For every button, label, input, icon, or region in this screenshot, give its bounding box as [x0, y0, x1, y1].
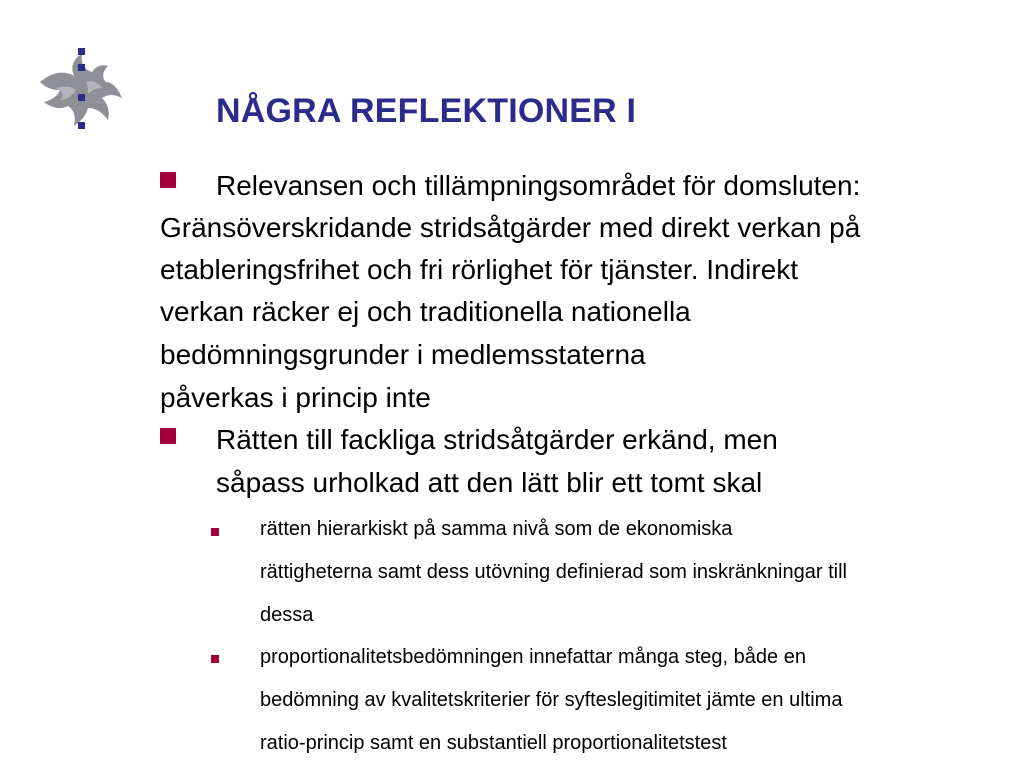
bullet-line: Relevansen och tillämpningsområdet för domsluten:	[216, 170, 861, 201]
slide-title: NÅGRA REFLEKTIONER I	[216, 92, 637, 130]
bullet-line: Gränsöverskridande stridsåtgärder med direkt verkan på	[160, 212, 861, 243]
sub-bullet-square-icon	[211, 655, 219, 663]
bullet-line: etableringsfrihet och fri rörlighet för tjänster. Indirekt	[160, 254, 799, 285]
bullet-line: påverkas i princip inte	[160, 382, 431, 413]
bullet-square-icon	[160, 428, 176, 444]
bullet-square-icon	[160, 172, 176, 188]
bullet-line: verkan räcker ej och traditionella nationella	[160, 296, 691, 327]
sub-bullet-line: bedömning av kvalitetskriterier för syfteslegitimitet jämte en ultima	[260, 689, 843, 711]
sub-bullet-line: rätten hierarkiskt på samma nivå som de ekonomiska	[260, 518, 733, 540]
sub-bullet-line: rättigheterna samt dess utövning definierad som inskränkningar till	[260, 561, 847, 583]
bullet-line: såpass urholkad att den lätt blir ett tomt skal	[216, 467, 763, 498]
sub-bullet-line: proportionalitetsbedömningen innefattar många steg, både en	[260, 646, 806, 668]
sub-bullet-square-icon	[211, 528, 219, 536]
sub-bullet-line: dessa	[260, 604, 314, 626]
sub-bullet-line: ratio-princip samt en substantiell proportionalitetstest	[260, 732, 727, 754]
bullet-line: Rätten till fackliga stridsåtgärder erkänd, men	[216, 424, 778, 455]
bullet-line: bedömningsgrunder i medlemsstaterna	[160, 339, 646, 370]
